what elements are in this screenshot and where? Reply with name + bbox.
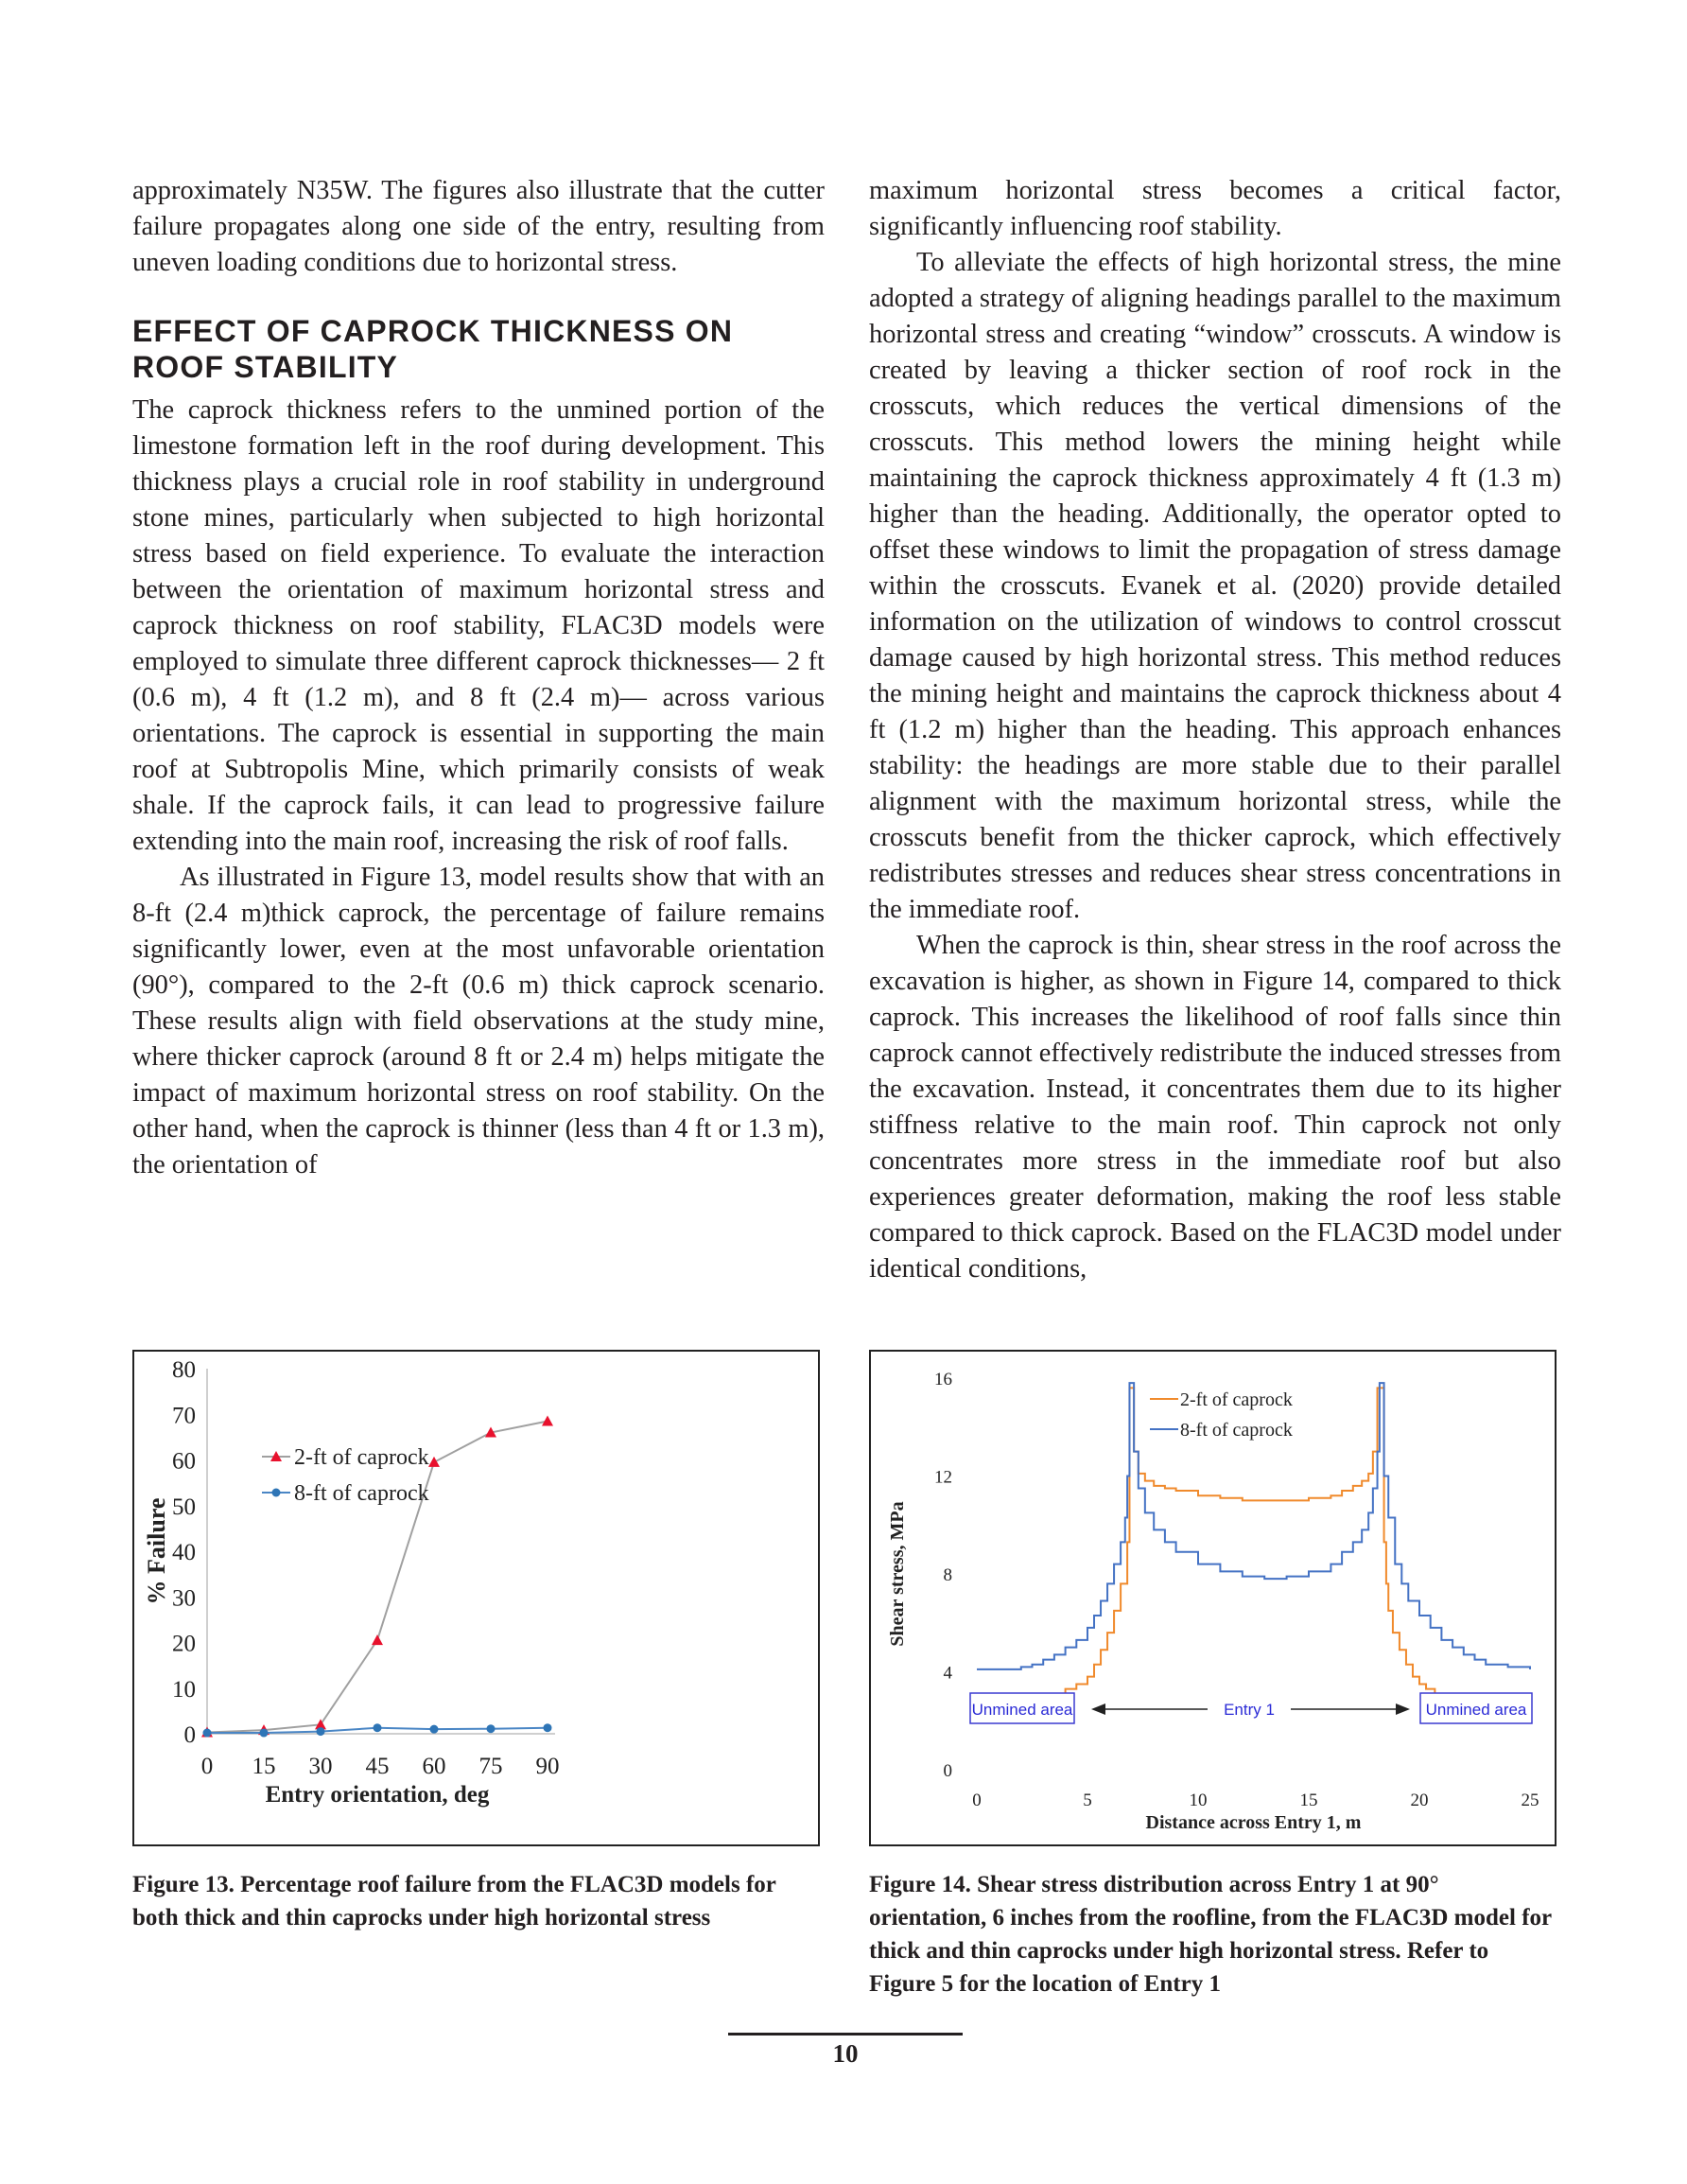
figure-13-chart (132, 1350, 820, 1846)
data-point (260, 1729, 269, 1738)
x-tick-label: 75 (478, 1754, 503, 1779)
data-point (317, 1727, 325, 1736)
y-axis-label: Shear stress, MPa (887, 1501, 908, 1647)
right-text-column (869, 173, 1561, 1287)
figure-14-chart (869, 1350, 1557, 1846)
data-point (487, 1724, 496, 1733)
legend-label: 2-ft of caprock (294, 1445, 429, 1470)
data-point (203, 1729, 212, 1738)
x-tick-label: 0 (972, 1791, 982, 1810)
y-tick-label: 10 (172, 1676, 196, 1703)
x-tick-label: 15 (252, 1754, 276, 1779)
x-tick-label: 45 (365, 1754, 390, 1779)
x-tick-label: 15 (1299, 1791, 1318, 1810)
y-tick-label: 12 (934, 1467, 952, 1488)
y-tick-label: 70 (172, 1403, 196, 1429)
y-tick-label: 30 (172, 1585, 196, 1612)
data-point (430, 1725, 439, 1734)
arrow-head-left (1091, 1704, 1105, 1715)
legend-label: 2-ft of caprock (1180, 1389, 1293, 1410)
data-point (428, 1457, 440, 1467)
y-tick-label: 8 (943, 1565, 952, 1585)
y-axis-label: % Failure (143, 1497, 170, 1605)
y-tick-label: 4 (943, 1663, 952, 1684)
y-tick-label: 0 (183, 1722, 196, 1748)
left-text-column (132, 173, 825, 1183)
data-point (544, 1723, 552, 1732)
paragraph: approximately N35W. The figures also illustrate that the cutter failure propagates along one side of the entry, resulting from uneven loading conditions due to horizontal stress. (132, 176, 825, 277)
y-tick-label: 80 (172, 1357, 196, 1383)
x-axis-label: Distance across Entry 1, m (1145, 1812, 1362, 1833)
y-tick-label: 60 (172, 1448, 196, 1475)
annotation-label: Unmined area (1425, 1701, 1527, 1719)
figure-13-plot (134, 1352, 818, 1844)
x-tick-label: 60 (422, 1754, 446, 1779)
x-tick-label: 90 (535, 1754, 560, 1779)
arrow-head-right (1396, 1704, 1410, 1715)
x-tick-label: 20 (1410, 1791, 1429, 1810)
annotation-label: Entry 1 (1224, 1701, 1275, 1719)
paragraph: When the caprock is thin, shear stress in the roof across the excavation is higher, as shown in Figure 14, compared to thick caprock. This increases the likelihood of roof falls since thin caprock cannot effectively redistribute the induced stresses from the excavation. Instead, it concentrates them due to its higher stiffness relative to the main roof. Thin caprock not only concentrates more stress in the immediate roof but also experiences greater deformation, making the roof less stable compared to thick caprock. Based on the FLAC3D model under identical conditions, (869, 931, 1561, 1284)
figure-14-caption: Figure 14. Shear stress distribution across Entry 1 at 90° orientation, 6 inches from the roofline, from the FLAC3D model for thick and thin caprocks under high horizontal stress. Refer to Figure 5 for the location of Entry 1 (869, 1872, 1552, 1997)
data-point (372, 1634, 383, 1645)
x-axis-label: Entry orientation, deg (265, 1782, 490, 1808)
footer-rule (728, 2033, 963, 2035)
section-heading: EFFECT OF CAPROCK THICKNESS ON ROOF STABILITY (132, 314, 734, 384)
paragraph: To alleviate the effects of high horizontal stress, the mine adopted a strategy of aligning headings parallel to the maximum horizontal stress and creating “window” crosscuts. A window is created by leaving a thicker section of roof rock in the crosscuts, which reduces the vertical dimensions of the crosscuts. This method lowers the mining height while maintaining the caprock thickness approximately 4 ft (1.3 m) higher than the heading. Additionally, the operator opted to offset these windows to limit the propagation of stress damage within the crosscuts. Evanek et al. (2020) provide detailed information on the utilization of windows to control crosscut damage caused by high horizontal stress. This method reduces the mining height and maintains the caprock thickness about 4 ft (1.2 m) higher than the heading. This approach enhances stability: the headings are more stable due to their parallel alignment with the maximum horizontal stress, while the crosscuts benefit from the thicker caprock, which effectively redistributes stresses and reduces shear stress concentrations in the immediate roof. (869, 248, 1561, 924)
paragraph: As illustrated in Figure 13, model results show that with an 8-ft (2.4 m)thick caprock, the percentage of failure remains significantly lower, even at the most unfavorable orientation (90°), compared to the 2-ft (0.6 m) thick caprock scenario. These results align with field observations at the study mine, where thicker caprock (around 8 ft or 2.4 m) helps mitigate the impact of maximum horizontal stress on roof stability. On the other hand, when the caprock is thinner (less than 4 ft or 1.3 m), the orientation of (132, 863, 825, 1179)
y-tick-label: 40 (172, 1540, 196, 1565)
y-tick-label: 0 (943, 1761, 952, 1781)
x-tick-label: 0 (200, 1754, 214, 1779)
paragraph: maximum horizontal stress becomes a critical factor, significantly influencing roof stability. (869, 176, 1561, 241)
figure-13-caption: Figure 13. Percentage roof failure from the FLAC3D models for both thick and thin caprocks under high horizontal stress (132, 1872, 776, 1931)
legend-marker (272, 1489, 281, 1497)
x-tick-label: 5 (1083, 1791, 1092, 1810)
y-tick-label: 16 (934, 1370, 952, 1389)
page-number: 10 (832, 2039, 859, 2068)
annotation-label: Unmined area (971, 1701, 1073, 1719)
data-point (374, 1723, 382, 1732)
paragraph: The caprock thickness refers to the unmined portion of the limestone formation left in the roof during development. This thickness plays a crucial role in roof stability in underground stone mines, particularly when subjected to high horizontal stress based on field experience. To evaluate the interaction between the orientation of maximum horizontal stress and caprock thickness on roof stability, FLAC3D models were employed to simulate three different caprock thicknesses— 2 ft (0.6 m), 4 ft (1.2 m), and 8 ft (2.4 m)— across various orientations. The caprock is essential in supporting the main roof at Subtropolis Mine, which primarily consists of weak shale. If the caprock fails, it can lead to progressive failure extending into the main roof, increasing the risk of roof falls. (132, 395, 825, 856)
data-point (542, 1415, 553, 1425)
x-tick-label: 25 (1521, 1791, 1539, 1810)
legend-label: 8-ft of caprock (1180, 1420, 1293, 1441)
legend-label: 8-ft of caprock (294, 1481, 429, 1506)
x-tick-label: 30 (308, 1754, 333, 1779)
figure-14-plot (871, 1352, 1555, 1844)
y-tick-label: 50 (172, 1494, 196, 1520)
x-tick-label: 10 (1189, 1791, 1208, 1810)
y-tick-label: 20 (172, 1631, 196, 1657)
